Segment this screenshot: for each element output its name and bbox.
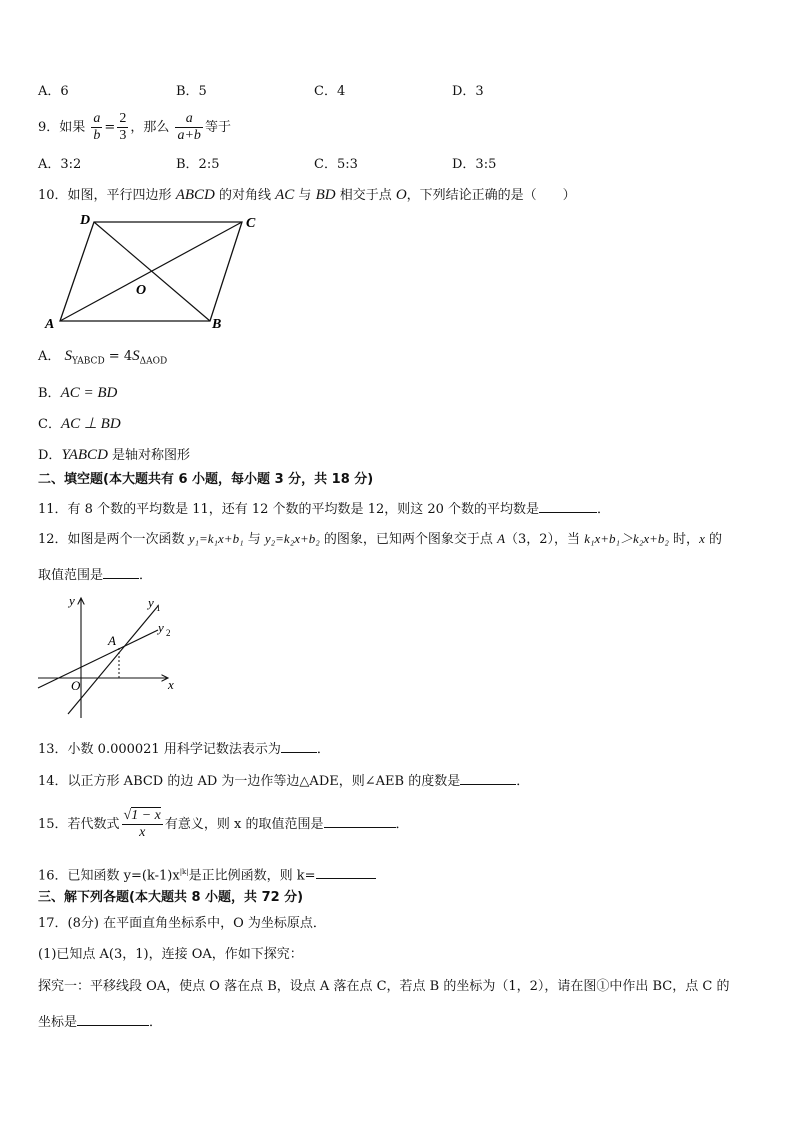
q16-exponent: |k| [179,868,189,876]
q9-option-a: A．3:2 [38,157,82,172]
label-y2: y [158,620,164,635]
q15-radical-fraction [122,808,163,841]
label-c: C [246,216,256,231]
q9-mid: ，那么 [130,120,170,135]
q11-end: ． [597,502,611,517]
label-a: A [45,317,55,332]
q9-suffix: 等于 [204,120,231,135]
q10-stem-post: ，下列结论正确的是（ ） [406,188,576,203]
q10-stem-mid2: 与 [294,188,316,203]
q14 [38,770,529,791]
q11 [38,498,610,519]
q12-y1: y₁=k₁x+b₁ [188,531,244,546]
q17-line3: 探究一：平移线段 OA，使点 O 落在点 B，设点 A 落在点 C，若点 B 的坐标为（1，2），请在图①中作出 BC，点 C 的 [38,979,730,994]
q10-ac: AC [275,187,295,203]
q12-line1-a: 12．如图是两个一次函数 [38,532,189,547]
q10-opt-b-prefix: B． [38,386,61,401]
q10-opt-a-sub1: YABCD [72,356,105,367]
q15-pre: 15．若代数式 [38,817,120,832]
q9-frac3-den: a+b [177,128,201,143]
q10-opt-c-prefix: C． [38,417,61,432]
q9-fraction-a-over-b [91,111,102,144]
q14-text: 14．以正方形 ABCD 的边 AD 为一边作等边△ADE，则∠AEB 的度数是 [38,774,461,789]
q9-option-d: D．3:5 [452,157,497,172]
q12-blank[interactable] [103,564,139,579]
label-y1: y [148,595,154,610]
label-o: O [71,678,81,693]
q15-radicand: 1 − x [131,808,161,823]
section-3-heading: 三、解下列各题(本大题共 8 小题，共 72 分) [38,890,304,905]
label-y2-sub: 2 [166,628,171,638]
q9-frac2-den: 3 [119,128,127,143]
q8-option-a: A．6 [38,84,69,99]
label-o: O [136,283,147,298]
q10-opt-d-suffix: 是轴对称图形 [107,448,191,463]
q17-line4 [38,1011,162,1032]
q9-fraction-a-over-apb [175,111,202,144]
q12-y2: y₂=k₂x+b₂ [264,531,320,546]
q11-blank[interactable] [539,498,597,513]
q15-denominator: x [139,825,146,840]
label-x: x [168,677,174,692]
q8-option-c: C．4 [314,84,346,99]
q10-stem-pre: 10．如图，平行四边形 [38,188,176,203]
q12-line1-b: 的图象，已知两个图象交于点 [319,532,498,547]
q13 [38,738,330,759]
q9-option-b: B．2:5 [176,157,220,172]
q9-frac3-num: a [175,111,202,128]
q10-option-d [38,446,190,465]
q12-x: x [699,531,705,546]
q10-option-a [38,347,167,371]
q9-prefix: 9．如果 [38,120,86,135]
q9-frac1-num: a [93,111,101,126]
q17-line4-text: 坐标是 [38,1015,78,1030]
q10-option-b [38,384,117,403]
q12-line2-text: 取值范围是 [38,568,104,583]
q10-parallelogram-figure [38,210,268,335]
q9-option-c: C．5:3 [314,157,358,172]
q12-coords: （3，2），当 [505,532,585,547]
q12-ineq: k₁x+b₁＞k₂x+b₂ [584,531,669,546]
diagonal-bd [94,222,210,321]
line-y2 [38,630,158,688]
q13-text: 13．小数 0.000021 用科学记数法表示为 [38,742,281,757]
q10-stem [38,186,576,205]
q13-blank[interactable] [281,738,317,753]
q15 [38,807,409,843]
q12-linear-functions-figure [34,590,184,722]
q10-stem-mid3: 相交于点 [335,188,396,203]
q10-opt-d-prefix: D． [38,448,62,463]
q10-o: O [395,187,407,203]
label-y1-sub: 1 [156,603,161,613]
q10-opt-d-expr: YABCD [61,447,108,463]
q15-numerator: √1 − x [123,808,161,823]
q10-bd: BD [315,187,336,203]
label-a: A [108,633,116,648]
q10-abcd: ABCD [175,187,215,203]
q15-post: 有意义，则 x 的取值范围是 [164,817,324,832]
q15-end: ． [395,817,409,832]
q12-of: 的 [704,532,722,547]
q8-option-d: D．3 [452,84,484,99]
q13-end: ． [316,742,330,757]
q9-frac2-num: 2 [119,111,127,126]
q9-stem [38,111,231,145]
q10-opt-a-prefix: A． [38,349,61,364]
q10-option-c [38,415,121,434]
q17-line1: 17．(8分) 在平面直角坐标系中，O 为坐标原点． [38,916,326,931]
q12-and: 与 [243,532,265,547]
q9-equals: = [104,120,116,135]
q16-pre: 16．已知函数 y=(k-1)x [38,868,180,884]
q10-opt-b-expr: AC = BD [60,385,118,401]
q16-post: 是正比例函数，则 k= [188,868,316,884]
section-2-heading: 二、填空题(本大题共有 6 小题，每小题 3 分，共 18 分) [38,472,374,487]
q17-line2: (1)已知点 A(3，1)，连接 OA，作如下探究： [38,947,303,962]
q16 [38,863,376,885]
q12-end: ． [139,568,153,583]
q9-frac1-den: b [93,128,101,143]
label-d: D [80,213,91,228]
q10-opt-a-sub2: ΔAOD [139,356,168,367]
q10-stem-mid1: 的对角线 [214,188,276,203]
q9-fraction-2-over-3 [117,111,128,144]
q12-line2 [38,564,152,585]
q16-blank[interactable] [316,864,376,879]
label-b: B [212,317,222,332]
q12-pt: A [497,531,506,546]
q17-blank[interactable] [77,1011,149,1026]
q10-opt-a-s1: S [64,348,73,364]
q14-end: ． [516,774,530,789]
q14-blank[interactable] [460,770,516,785]
q10-opt-a-s2: S [132,348,140,364]
q17-end: ． [149,1015,163,1030]
label-y: y [69,593,75,608]
q8-option-b: B．5 [176,84,207,99]
q11-text: 11．有 8 个数的平均数是 11，还有 12 个数的平均数是 12，则这 20 个数的平均数是 [38,502,540,517]
q12-line1 [38,530,722,549]
q10-opt-a-eq: = 4 [104,349,133,364]
q15-blank[interactable] [324,813,396,828]
q10-opt-c-expr: AC ⊥ BD [60,416,121,432]
q12-when: 时， [668,532,700,547]
